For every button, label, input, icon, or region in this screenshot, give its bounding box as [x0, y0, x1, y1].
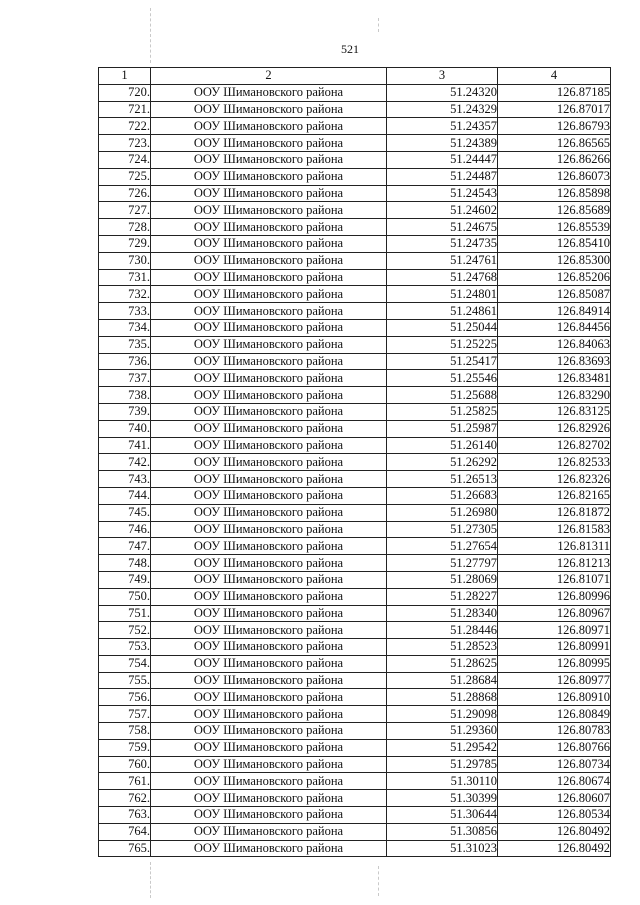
latitude-cell: 51.30644	[387, 807, 498, 824]
table-row	[99, 336, 611, 353]
longitude-cell: 126.82926	[498, 420, 611, 437]
longitude-cell: 126.84456	[498, 319, 611, 336]
location-name: ООУ Шимановского района	[151, 840, 387, 857]
longitude-cell: 126.80977	[498, 672, 611, 689]
coordinates-table	[98, 67, 611, 857]
table-row	[99, 706, 611, 723]
table-row	[99, 135, 611, 152]
location-name: ООУ Шимановского района	[151, 168, 387, 185]
location-name: ООУ Шимановского района	[151, 823, 387, 840]
row-number: 746.	[99, 521, 151, 538]
latitude-cell: 51.24675	[387, 219, 498, 236]
location-name: ООУ Шимановского района	[151, 303, 387, 320]
location-name: ООУ Шимановского района	[151, 185, 387, 202]
longitude-cell: 126.83125	[498, 403, 611, 420]
table-row	[99, 202, 611, 219]
row-number: 737.	[99, 370, 151, 387]
latitude-cell: 51.30110	[387, 773, 498, 790]
latitude-cell: 51.29098	[387, 706, 498, 723]
longitude-cell: 126.84914	[498, 303, 611, 320]
latitude-cell: 51.25825	[387, 403, 498, 420]
longitude-cell: 126.83481	[498, 370, 611, 387]
location-name: ООУ Шимановского района	[151, 286, 387, 303]
row-number: 745.	[99, 504, 151, 521]
longitude-cell: 126.80607	[498, 790, 611, 807]
longitude-cell: 126.82326	[498, 471, 611, 488]
table-row	[99, 168, 611, 185]
row-number: 760.	[99, 756, 151, 773]
row-number: 743.	[99, 471, 151, 488]
location-name: ООУ Шимановского района	[151, 353, 387, 370]
scan-mark-top-mid	[378, 18, 379, 32]
latitude-cell: 51.24543	[387, 185, 498, 202]
location-name: ООУ Шимановского района	[151, 437, 387, 454]
column-header: 3	[387, 68, 498, 85]
latitude-cell: 51.24801	[387, 286, 498, 303]
latitude-cell: 51.24389	[387, 135, 498, 152]
latitude-cell: 51.24320	[387, 84, 498, 101]
table-header-row	[99, 68, 611, 85]
location-name: ООУ Шимановского района	[151, 538, 387, 555]
row-number: 756.	[99, 689, 151, 706]
location-name: ООУ Шимановского района	[151, 605, 387, 622]
longitude-cell: 126.82702	[498, 437, 611, 454]
column-header: 1	[99, 68, 151, 85]
scan-mark-bottom-left	[150, 862, 151, 898]
table-row	[99, 84, 611, 101]
table-row	[99, 823, 611, 840]
table-row	[99, 504, 611, 521]
longitude-cell: 126.80674	[498, 773, 611, 790]
table-row	[99, 151, 611, 168]
latitude-cell: 51.28523	[387, 639, 498, 656]
table-row	[99, 840, 611, 857]
location-name: ООУ Шимановского района	[151, 336, 387, 353]
latitude-cell: 51.27654	[387, 538, 498, 555]
row-number: 753.	[99, 639, 151, 656]
table-row	[99, 437, 611, 454]
row-number: 741.	[99, 437, 151, 454]
latitude-cell: 51.24447	[387, 151, 498, 168]
location-name: ООУ Шимановского района	[151, 521, 387, 538]
latitude-cell: 51.24861	[387, 303, 498, 320]
location-name: ООУ Шимановского района	[151, 639, 387, 656]
table-body	[99, 84, 611, 857]
row-number: 754.	[99, 655, 151, 672]
table-row	[99, 471, 611, 488]
table-row	[99, 655, 611, 672]
location-name: ООУ Шимановского района	[151, 790, 387, 807]
latitude-cell: 51.28868	[387, 689, 498, 706]
latitude-cell: 51.30856	[387, 823, 498, 840]
table-row	[99, 622, 611, 639]
row-number: 730.	[99, 252, 151, 269]
table-row	[99, 571, 611, 588]
location-name: ООУ Шимановского района	[151, 739, 387, 756]
latitude-cell: 51.31023	[387, 840, 498, 857]
longitude-cell: 126.83290	[498, 387, 611, 404]
latitude-cell: 51.29360	[387, 723, 498, 740]
longitude-cell: 126.84063	[498, 336, 611, 353]
table-row	[99, 773, 611, 790]
latitude-cell: 51.25546	[387, 370, 498, 387]
latitude-cell: 51.26140	[387, 437, 498, 454]
row-number: 722.	[99, 118, 151, 135]
table-row	[99, 387, 611, 404]
scan-mark-bottom-mid	[378, 866, 379, 896]
row-number: 734.	[99, 319, 151, 336]
longitude-cell: 126.80783	[498, 723, 611, 740]
row-number: 758.	[99, 723, 151, 740]
longitude-cell: 126.87185	[498, 84, 611, 101]
table-row	[99, 353, 611, 370]
location-name: ООУ Шимановского района	[151, 118, 387, 135]
row-number: 723.	[99, 135, 151, 152]
latitude-cell: 51.26980	[387, 504, 498, 521]
row-number: 733.	[99, 303, 151, 320]
location-name: ООУ Шимановского района	[151, 571, 387, 588]
location-name: ООУ Шимановского района	[151, 84, 387, 101]
latitude-cell: 51.25987	[387, 420, 498, 437]
table-row	[99, 639, 611, 656]
location-name: ООУ Шимановского района	[151, 689, 387, 706]
longitude-cell: 126.82533	[498, 454, 611, 471]
row-number: 765.	[99, 840, 151, 857]
latitude-cell: 51.24768	[387, 269, 498, 286]
latitude-cell: 51.29785	[387, 756, 498, 773]
location-name: ООУ Шимановского района	[151, 487, 387, 504]
longitude-cell: 126.80492	[498, 823, 611, 840]
latitude-cell: 51.25044	[387, 319, 498, 336]
table-row	[99, 420, 611, 437]
longitude-cell: 126.80492	[498, 840, 611, 857]
location-name: ООУ Шимановского района	[151, 420, 387, 437]
row-number: 761.	[99, 773, 151, 790]
table-row	[99, 319, 611, 336]
longitude-cell: 126.80766	[498, 739, 611, 756]
location-name: ООУ Шимановского района	[151, 101, 387, 118]
table-row	[99, 521, 611, 538]
latitude-cell: 51.25688	[387, 387, 498, 404]
latitude-cell: 51.28227	[387, 588, 498, 605]
page-number: 521	[341, 42, 359, 56]
latitude-cell: 51.24761	[387, 252, 498, 269]
table-row	[99, 723, 611, 740]
longitude-cell: 126.80534	[498, 807, 611, 824]
row-number: 750.	[99, 588, 151, 605]
longitude-cell: 126.86565	[498, 135, 611, 152]
location-name: ООУ Шимановского района	[151, 655, 387, 672]
row-number: 735.	[99, 336, 151, 353]
location-name: ООУ Шимановского района	[151, 504, 387, 521]
latitude-cell: 51.28340	[387, 605, 498, 622]
longitude-cell: 126.85410	[498, 235, 611, 252]
row-number: 727.	[99, 202, 151, 219]
row-number: 744.	[99, 487, 151, 504]
location-name: ООУ Шимановского района	[151, 723, 387, 740]
row-number: 759.	[99, 739, 151, 756]
longitude-cell: 126.81071	[498, 571, 611, 588]
table-row	[99, 756, 611, 773]
row-number: 726.	[99, 185, 151, 202]
location-name: ООУ Шимановского района	[151, 370, 387, 387]
location-name: ООУ Шимановского района	[151, 773, 387, 790]
row-number: 738.	[99, 387, 151, 404]
location-name: ООУ Шимановского района	[151, 454, 387, 471]
latitude-cell: 51.28446	[387, 622, 498, 639]
table-row	[99, 555, 611, 572]
latitude-cell: 51.24357	[387, 118, 498, 135]
table-row	[99, 672, 611, 689]
row-number: 731.	[99, 269, 151, 286]
row-number: 747.	[99, 538, 151, 555]
row-number: 762.	[99, 790, 151, 807]
latitude-cell: 51.28684	[387, 672, 498, 689]
longitude-cell: 126.80996	[498, 588, 611, 605]
longitude-cell: 126.82165	[498, 487, 611, 504]
longitude-cell: 126.81311	[498, 538, 611, 555]
location-name: ООУ Шимановского района	[151, 202, 387, 219]
longitude-cell: 126.80991	[498, 639, 611, 656]
table-row	[99, 235, 611, 252]
row-number: 763.	[99, 807, 151, 824]
latitude-cell: 51.28625	[387, 655, 498, 672]
location-name: ООУ Шимановского района	[151, 471, 387, 488]
latitude-cell: 51.26292	[387, 454, 498, 471]
longitude-cell: 126.85206	[498, 269, 611, 286]
row-number: 742.	[99, 454, 151, 471]
row-number: 740.	[99, 420, 151, 437]
location-name: ООУ Шимановского района	[151, 555, 387, 572]
table-row	[99, 403, 611, 420]
longitude-cell: 126.86793	[498, 118, 611, 135]
latitude-cell: 51.27305	[387, 521, 498, 538]
table-row	[99, 807, 611, 824]
table-row	[99, 118, 611, 135]
table-row	[99, 689, 611, 706]
location-name: ООУ Шимановского района	[151, 135, 387, 152]
longitude-cell: 126.80995	[498, 655, 611, 672]
latitude-cell: 51.28069	[387, 571, 498, 588]
longitude-cell: 126.85689	[498, 202, 611, 219]
longitude-cell: 126.80910	[498, 689, 611, 706]
longitude-cell: 126.85539	[498, 219, 611, 236]
longitude-cell: 126.85898	[498, 185, 611, 202]
longitude-cell: 126.87017	[498, 101, 611, 118]
location-name: ООУ Шимановского района	[151, 403, 387, 420]
location-name: ООУ Шимановского района	[151, 252, 387, 269]
location-name: ООУ Шимановского района	[151, 387, 387, 404]
location-name: ООУ Шимановского района	[151, 622, 387, 639]
longitude-cell: 126.80849	[498, 706, 611, 723]
row-number: 725.	[99, 168, 151, 185]
location-name: ООУ Шимановского района	[151, 319, 387, 336]
longitude-cell: 126.83693	[498, 353, 611, 370]
latitude-cell: 51.27797	[387, 555, 498, 572]
row-number: 739.	[99, 403, 151, 420]
longitude-cell: 126.81583	[498, 521, 611, 538]
longitude-cell: 126.85300	[498, 252, 611, 269]
latitude-cell: 51.24735	[387, 235, 498, 252]
row-number: 720.	[99, 84, 151, 101]
location-name: ООУ Шимановского района	[151, 269, 387, 286]
latitude-cell: 51.30399	[387, 790, 498, 807]
table-row	[99, 588, 611, 605]
longitude-cell: 126.81872	[498, 504, 611, 521]
table-row	[99, 790, 611, 807]
location-name: ООУ Шимановского района	[151, 235, 387, 252]
row-number: 724.	[99, 151, 151, 168]
table-row	[99, 370, 611, 387]
longitude-cell: 126.80971	[498, 622, 611, 639]
table-row	[99, 269, 611, 286]
longitude-cell: 126.80734	[498, 756, 611, 773]
table-row	[99, 286, 611, 303]
row-number: 721.	[99, 101, 151, 118]
column-header: 4	[498, 68, 611, 85]
location-name: ООУ Шимановского района	[151, 706, 387, 723]
row-number: 736.	[99, 353, 151, 370]
latitude-cell: 51.24487	[387, 168, 498, 185]
latitude-cell: 51.25417	[387, 353, 498, 370]
row-number: 729.	[99, 235, 151, 252]
location-name: ООУ Шимановского района	[151, 807, 387, 824]
location-name: ООУ Шимановского района	[151, 756, 387, 773]
location-name: ООУ Шимановского района	[151, 151, 387, 168]
table-row	[99, 101, 611, 118]
table-row	[99, 185, 611, 202]
row-number: 752.	[99, 622, 151, 639]
row-number: 757.	[99, 706, 151, 723]
latitude-cell: 51.26683	[387, 487, 498, 504]
table-row	[99, 219, 611, 236]
latitude-cell: 51.24602	[387, 202, 498, 219]
location-name: ООУ Шимановского района	[151, 219, 387, 236]
row-number: 764.	[99, 823, 151, 840]
latitude-cell: 51.24329	[387, 101, 498, 118]
row-number: 755.	[99, 672, 151, 689]
table-row	[99, 252, 611, 269]
location-name: ООУ Шимановского района	[151, 588, 387, 605]
table-row	[99, 487, 611, 504]
longitude-cell: 126.80967	[498, 605, 611, 622]
column-header: 2	[151, 68, 387, 85]
row-number: 728.	[99, 219, 151, 236]
table-row	[99, 739, 611, 756]
row-number: 748.	[99, 555, 151, 572]
latitude-cell: 51.25225	[387, 336, 498, 353]
location-name: ООУ Шимановского района	[151, 672, 387, 689]
latitude-cell: 51.26513	[387, 471, 498, 488]
table-row	[99, 454, 611, 471]
longitude-cell: 126.86073	[498, 168, 611, 185]
row-number: 749.	[99, 571, 151, 588]
row-number: 732.	[99, 286, 151, 303]
longitude-cell: 126.86266	[498, 151, 611, 168]
row-number: 751.	[99, 605, 151, 622]
scan-mark-left	[150, 8, 151, 63]
longitude-cell: 126.85087	[498, 286, 611, 303]
table-row	[99, 605, 611, 622]
longitude-cell: 126.81213	[498, 555, 611, 572]
table-row	[99, 303, 611, 320]
table-row	[99, 538, 611, 555]
latitude-cell: 51.29542	[387, 739, 498, 756]
